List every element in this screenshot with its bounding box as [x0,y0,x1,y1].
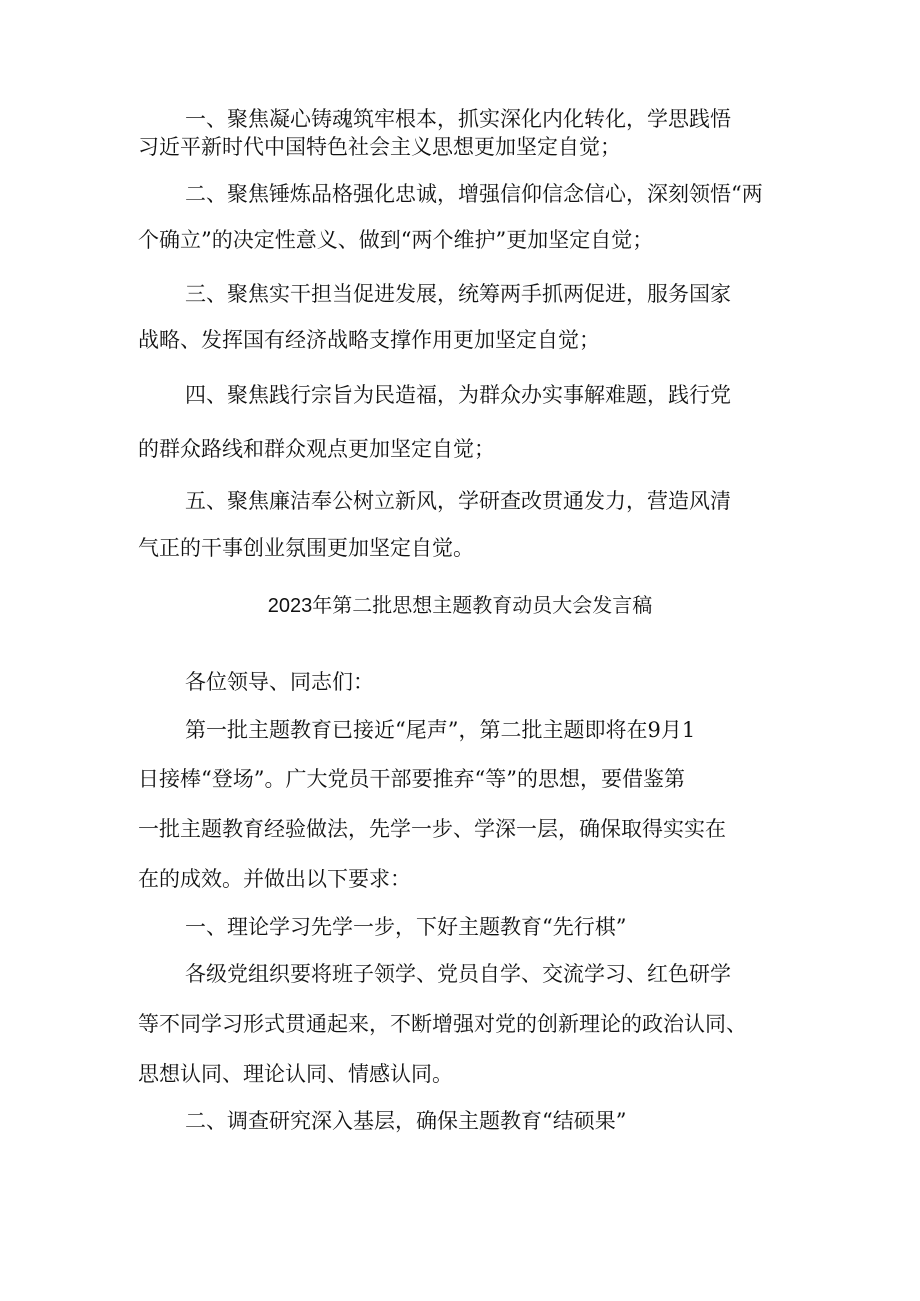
intro-line-4: 在的成效。并做出以下要求： [138,867,411,891]
paragraph-5-line-2: 气正的干事创业氛围更加坚定自觉。 [138,536,474,560]
paragraph-2-line-1: 二、聚焦锤炼品格强化忠诚，增强信仰信念信心，深刻领悟“两 [185,182,763,206]
paragraph-3-line-1: 三、聚焦实干担当促进发展，统筹两手抓两促进，服务国家 [185,282,731,306]
greeting: 各位领导、同志们： [185,670,374,694]
intro-line-1: 第一批主题教育已接近“尾声”，第二批主题即将在9月1 [185,718,696,742]
intro-line-3: 一批主题教育经验做法，先学一步、学深一层，确保取得实实在 [138,817,726,841]
paragraph-5-line-1: 五、聚焦廉洁奉公树立新风，学研查改贯通发力，营造风清 [185,489,731,513]
paragraph-2-line-2: 个确立”的决定性意义、做到“两个维护”更加坚定自觉； [138,228,654,252]
paragraph-4-line-2: 的群众路线和群众观点更加坚定自觉； [138,437,495,461]
paragraph-3-line-2: 战略、发挥国有经济战略支撑作用更加坚定自觉； [138,328,600,352]
paragraph-1-line-2: 习近平新时代中国特色社会主义思想更加坚定自觉； [138,135,621,159]
body-1-line-1: 各级党组织要将班子领学、党员自学、交流学习、红色研学 [185,962,731,986]
paragraph-4-line-1: 四、聚焦践行宗旨为民造福，为群众办实事解难题，践行党 [185,383,731,407]
heading-1: 一、理论学习先学一步，下好主题教育“先行棋” [185,915,627,939]
document-title: 2023年第二批思想主题教育动员大会发言稿 [267,595,653,617]
body-1-line-2: 等不同学习形式贯通起来，不断增强对党的创新理论的政治认同、 [138,1012,747,1036]
intro-line-2: 日接棒“登场”。广大党员干部要推弃“等”的思想，要借鉴第 [138,767,685,791]
heading-2: 二、调查研究深入基层，确保主题教育“结硕果” [185,1109,627,1133]
body-1-line-3: 思想认同、理论认同、情感认同。 [138,1062,453,1086]
paragraph-1-line-1: 一、聚焦凝心铸魂筑牢根本，抓实深化内化转化，学思践悟 [185,107,731,131]
